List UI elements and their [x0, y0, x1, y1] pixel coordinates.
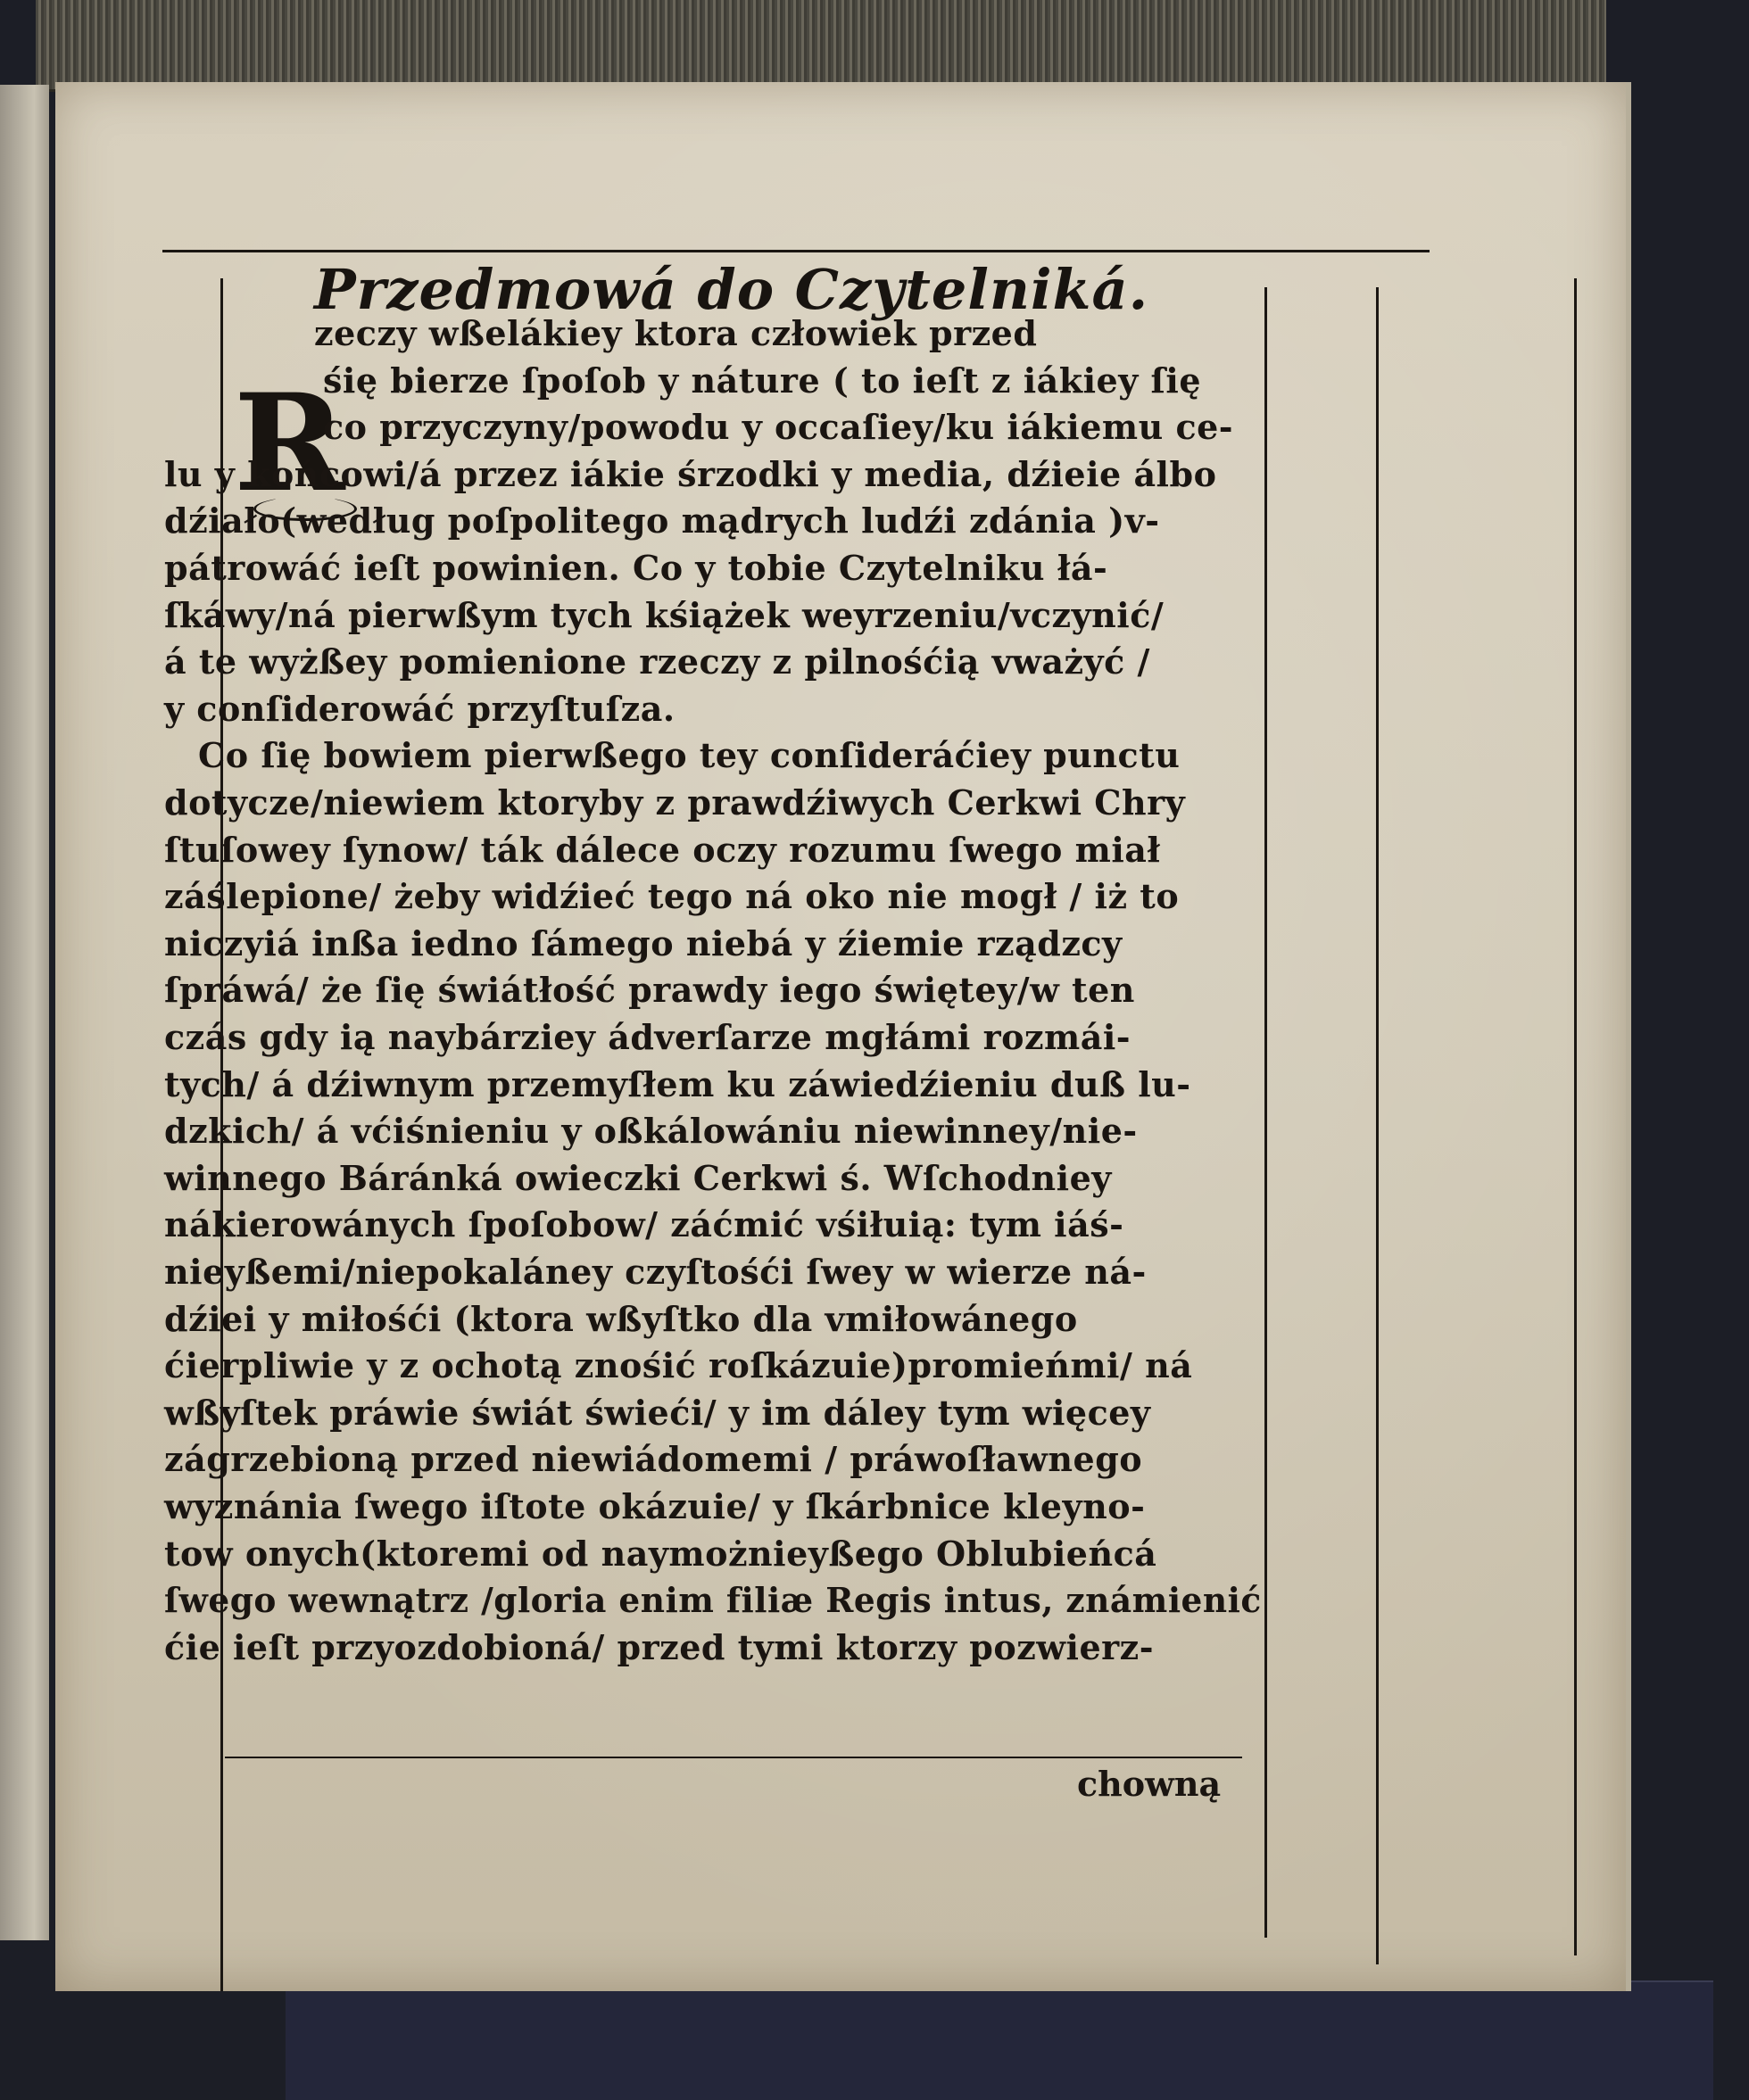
book-cover [286, 1980, 1713, 2100]
text-line: czás gdy ią naybárziey ádverſarze mgłámi rozmái- [164, 1017, 1131, 1057]
text-line: pátrowáć ieſt powinien. Co y tobie Czytelniku łá- [164, 548, 1108, 588]
frame-rule-bottom [225, 1757, 1242, 1758]
text-line: dźiało(według poſpolitego mądrych ludźi zdánia )v- [164, 500, 1160, 542]
text-line: zágrzebioną przed niewiádomemi / práwoſławnego [164, 1439, 1143, 1480]
text-line: záślepione/ żeby widźieć tego ná oko nie mogł / iż to [164, 876, 1180, 917]
frame-rule-right [1264, 287, 1267, 1938]
text-line: tych/ á dźiwnym przemyſłem ku záwiedźieniu duß lu- [164, 1063, 1191, 1104]
text-line: nákierowánych ſpoſobow/ záćmić vśiłuią: tym iáś- [164, 1204, 1124, 1245]
text-line: lu y końcowi/á przez iákie śrzodki y media, dźieie álbo [164, 453, 1217, 494]
text-line: co przyczyny/powodu y occaſiey/ku iákiemu ce- [323, 407, 1234, 448]
text-line: niczyiá inßa iedno ſámego niebá y źiemie rządzcy [164, 922, 1123, 963]
catchword: chowną [1077, 1764, 1222, 1804]
text-line: wßyſtek práwie świát świeći/ y im dáley tym więcey [164, 1392, 1151, 1433]
text-line: dzkich/ á vćiśnieniu y oßkálowániu niewinney/nie- [164, 1111, 1138, 1152]
margin-rule-outer [1376, 287, 1379, 1964]
text-line: śię bierze ſpoſob y náture ( to ieſt z iákiey ſię [323, 360, 1201, 401]
page-title: Przedmowá do Czytelniká. [314, 257, 1149, 322]
text-line: dotycze/niewiem ktoryby z prawdźiwych Cerkwi Chry [164, 782, 1186, 823]
frame-rule-top [162, 250, 1430, 252]
text-line: zeczy wßelákiey ktora człowiek przed [314, 313, 1038, 353]
text-line: ćierpliwie y z ochotą znośić roſkázuie)promieńmi/ ná [164, 1345, 1193, 1386]
book-page [55, 82, 1631, 1991]
text-line: nieyßemi/niepokaláney czyſtośći ſwey w wierze ná- [164, 1252, 1147, 1292]
facing-page-edge [0, 85, 49, 1940]
text-line: ſtuſowey ſynow/ ták dálece oczy rozumu ſwego miał [164, 829, 1161, 870]
text-line: y conſiderowáć przyſtuſza. [164, 688, 676, 729]
text-line: Co ſię bowiem pierwßego tey conſideráćiey punctu [198, 735, 1181, 776]
book-fore-edge [36, 0, 1606, 92]
text-line: ſwego wewnątrz /gloria enim filiæ Regis intus, známienić [164, 1580, 1262, 1621]
text-line: ćie ieſt przyozdobioná/ przed tymi ktorzy pozwierz- [164, 1626, 1155, 1667]
text-line: dźiei y miłośći (ktora wßyſtko dla vmiłowánego [164, 1298, 1078, 1339]
decorated-initial: R [234, 365, 345, 522]
margin-rule-edge [1574, 278, 1577, 1955]
text-line: tow onych(ktoremi od naymożnieyßego Oblubieńcá [164, 1533, 1157, 1574]
text-line: á te wyżßey pomienione rzeczy z pilnośćią vważyć / [164, 641, 1150, 682]
text-line: ſpráwá/ że ſię świátłość prawdy iego świętey/w ten [164, 970, 1135, 1011]
text-line: wyznánia ſwego iſtote okázuie/ y ſkárbnice kleyno- [164, 1486, 1146, 1526]
text-line: winnego Báránká owieczki Cerkwi ś. Wſchodniey [164, 1157, 1112, 1198]
text-line: ſkáwy/ná pierwßym tych kśiążek weyrzeniu/vczynić/ [164, 594, 1165, 635]
